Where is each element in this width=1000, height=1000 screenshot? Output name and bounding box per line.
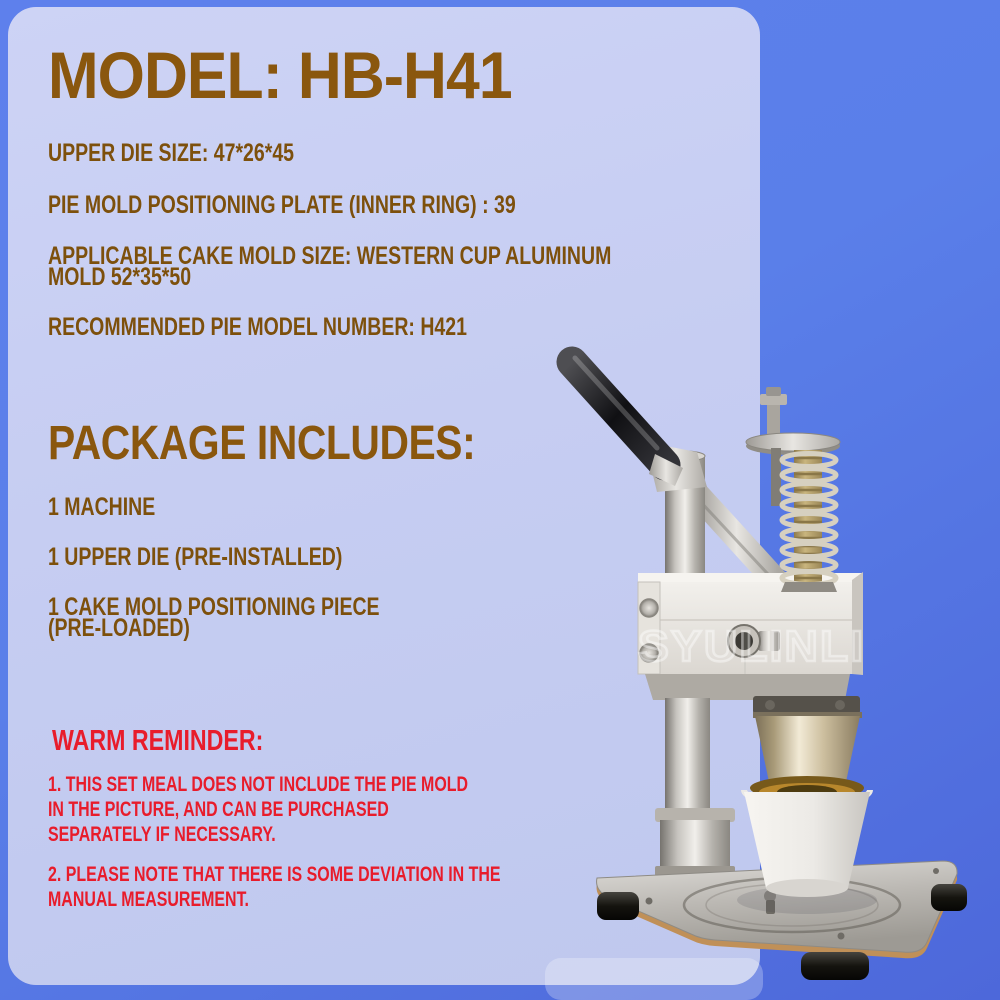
package-item-machine [48, 493, 156, 521]
foot-right [931, 884, 967, 911]
spec-cake-mold-size [48, 242, 612, 291]
item-line: (PRE-LOADED) [48, 614, 190, 642]
spec-line: UPPER DIE SIZE: 47*26*45 [48, 139, 295, 167]
foot-left [597, 892, 639, 920]
hex-bolt [640, 599, 658, 617]
press-handle [572, 358, 683, 486]
spec-positioning-plate [48, 191, 516, 219]
page-title: MODEL: HB-H41 [48, 38, 512, 112]
spring-base-nut [781, 582, 837, 592]
note-line: IN THE PICTURE, AND CAN BE PURCHASED [48, 798, 389, 821]
spring-top-plate [746, 433, 840, 451]
note-line: 2. PLEASE NOTE THAT THERE IS SOME DEVIATION IN THE [48, 863, 501, 886]
spec-pie-model-number [48, 313, 467, 341]
reminder-note-1 [48, 772, 468, 847]
press-column-lower [665, 698, 710, 810]
item-line: 1 CAKE MOLD POSITIONING PIECE [48, 593, 380, 621]
item-line: 1 MACHINE [48, 493, 156, 521]
column-collar [655, 808, 735, 876]
note-line: SEPARATELY IF NECESSARY. [48, 823, 276, 846]
note-line: MANUAL MEASUREMENT. [48, 888, 249, 911]
brand-watermark: SYULINLI [638, 622, 866, 671]
package-item-upper-die [48, 543, 343, 571]
reminder-note-2 [48, 862, 501, 912]
package-includes-heading: PACKAGE INCLUDES: [48, 417, 476, 470]
spec-line: PIE MOLD POSITIONING PLATE (INNER RING) : 39 [48, 191, 516, 219]
spec-line: MOLD 52*35*50 [48, 263, 192, 291]
warm-reminder-heading: WARM REMINDER: [52, 725, 264, 757]
foot-front [801, 952, 869, 980]
note-line: 1. THIS SET MEAL DOES NOT INCLUDE THE PIE MOLD [48, 773, 469, 796]
spec-line: APPLICABLE CAKE MOLD SIZE: WESTERN CUP ALUMINUM [48, 242, 612, 270]
spec-upper-die-size [48, 139, 295, 167]
spec-line: RECOMMENDED PIE MODEL NUMBER: H421 [48, 313, 467, 341]
package-item-positioning-piece [48, 593, 380, 642]
item-line: 1 UPPER DIE (PRE-INSTALLED) [48, 543, 343, 571]
guide-rod [771, 448, 781, 506]
support-arm [695, 492, 780, 587]
photo-background-remnant [545, 958, 763, 1000]
